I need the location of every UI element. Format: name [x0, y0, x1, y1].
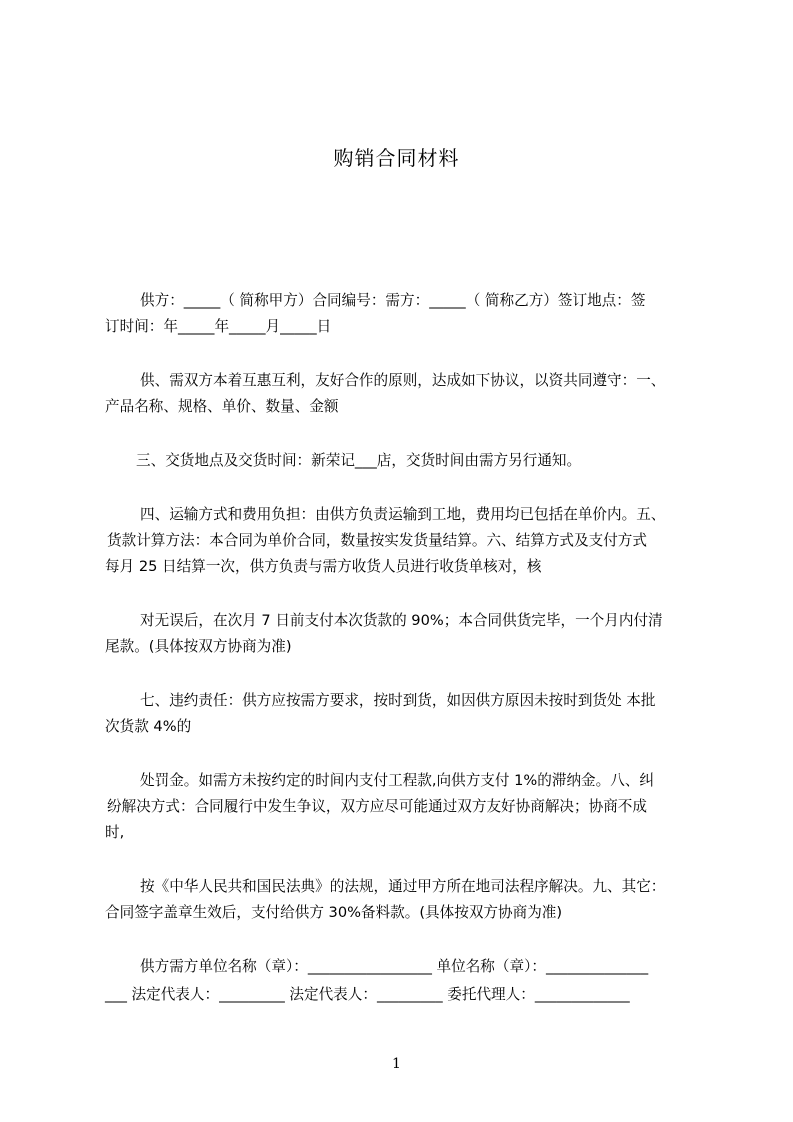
paragraph-5-line-2: 尾款。(具体按双方协商为准): [105, 638, 292, 655]
paragraph-8-line-1: 按《中华人民共和国民法典》的法规，通过甲方所在地司法程序解决。九、其它：: [140, 878, 666, 895]
paragraph-4-line-1: 四、运输方式和费用负担：由供方负责运输到工地，费用均已包括在单价内。五、: [140, 506, 666, 523]
paragraph-6-line-2: 次货款 4%的: [105, 718, 192, 735]
paragraph-2-line-1: 供、需双方本着互惠互利，友好合作的原则，达成如下协议，以资共同遵守：一、: [140, 372, 666, 389]
document-title: 购销合同材料: [333, 146, 460, 170]
paragraph-7-line-1: 处罚金。如需方未按约定的时间内支付工程款,向供方支付 1%的滞纳金。八、纠: [140, 772, 655, 789]
paragraph-6-line-1: 七、违约责任：供方应按需方要求，按时到货，如因供方原因未按时到货处 本批: [140, 692, 656, 709]
paragraph-4-line-3: 每月 25 日结算一次，供方负责与需方收货人员进行收货单核对，核: [105, 558, 542, 575]
paragraph-4-line-2: 货款计算方法：本合同为单价合同，数量按实发货量结算。六、结算方式及支付方式: [107, 532, 647, 549]
paragraph-3-line-1: 三、交货地点及交货时间：新荣记___店，交货时间由需方另行通知。: [136, 452, 582, 469]
page-number: 1: [392, 1056, 401, 1072]
paragraph-2-line-2: 产品名称、规格、单价、数量、金额: [105, 398, 339, 415]
paragraph-8-line-2: 合同签字盖章生效后，支付给供方 30%备料款。(具体按双方协商为准): [105, 904, 563, 921]
paragraph-1-line-1: 供方：_____（ 简称甲方）合同编号：需方：_____（ 简称乙方）签订地点：签: [140, 292, 646, 309]
paragraph-7-line-2: 纷解决方式：合同履行中发生争议，双方应尽可能通过双方友好协商解决；协商不成: [107, 798, 647, 815]
paragraph-7-line-3: 时,: [105, 824, 125, 841]
paragraph-5-line-1: 对无误后，在次月 7 日前支付本次货款的 90%；本合同供货完毕，一个月内付清: [140, 612, 663, 629]
signature-line-1: 供方需方单位名称（章）：_________________ 单位名称（章）：______________: [140, 958, 649, 975]
signature-line-2: ___ 法定代表人：_________ 法定代表人：_________ 委托代理人：_____________: [105, 986, 630, 1003]
paragraph-1-line-2: 订时间：年_____年_____月_____日: [105, 318, 332, 335]
